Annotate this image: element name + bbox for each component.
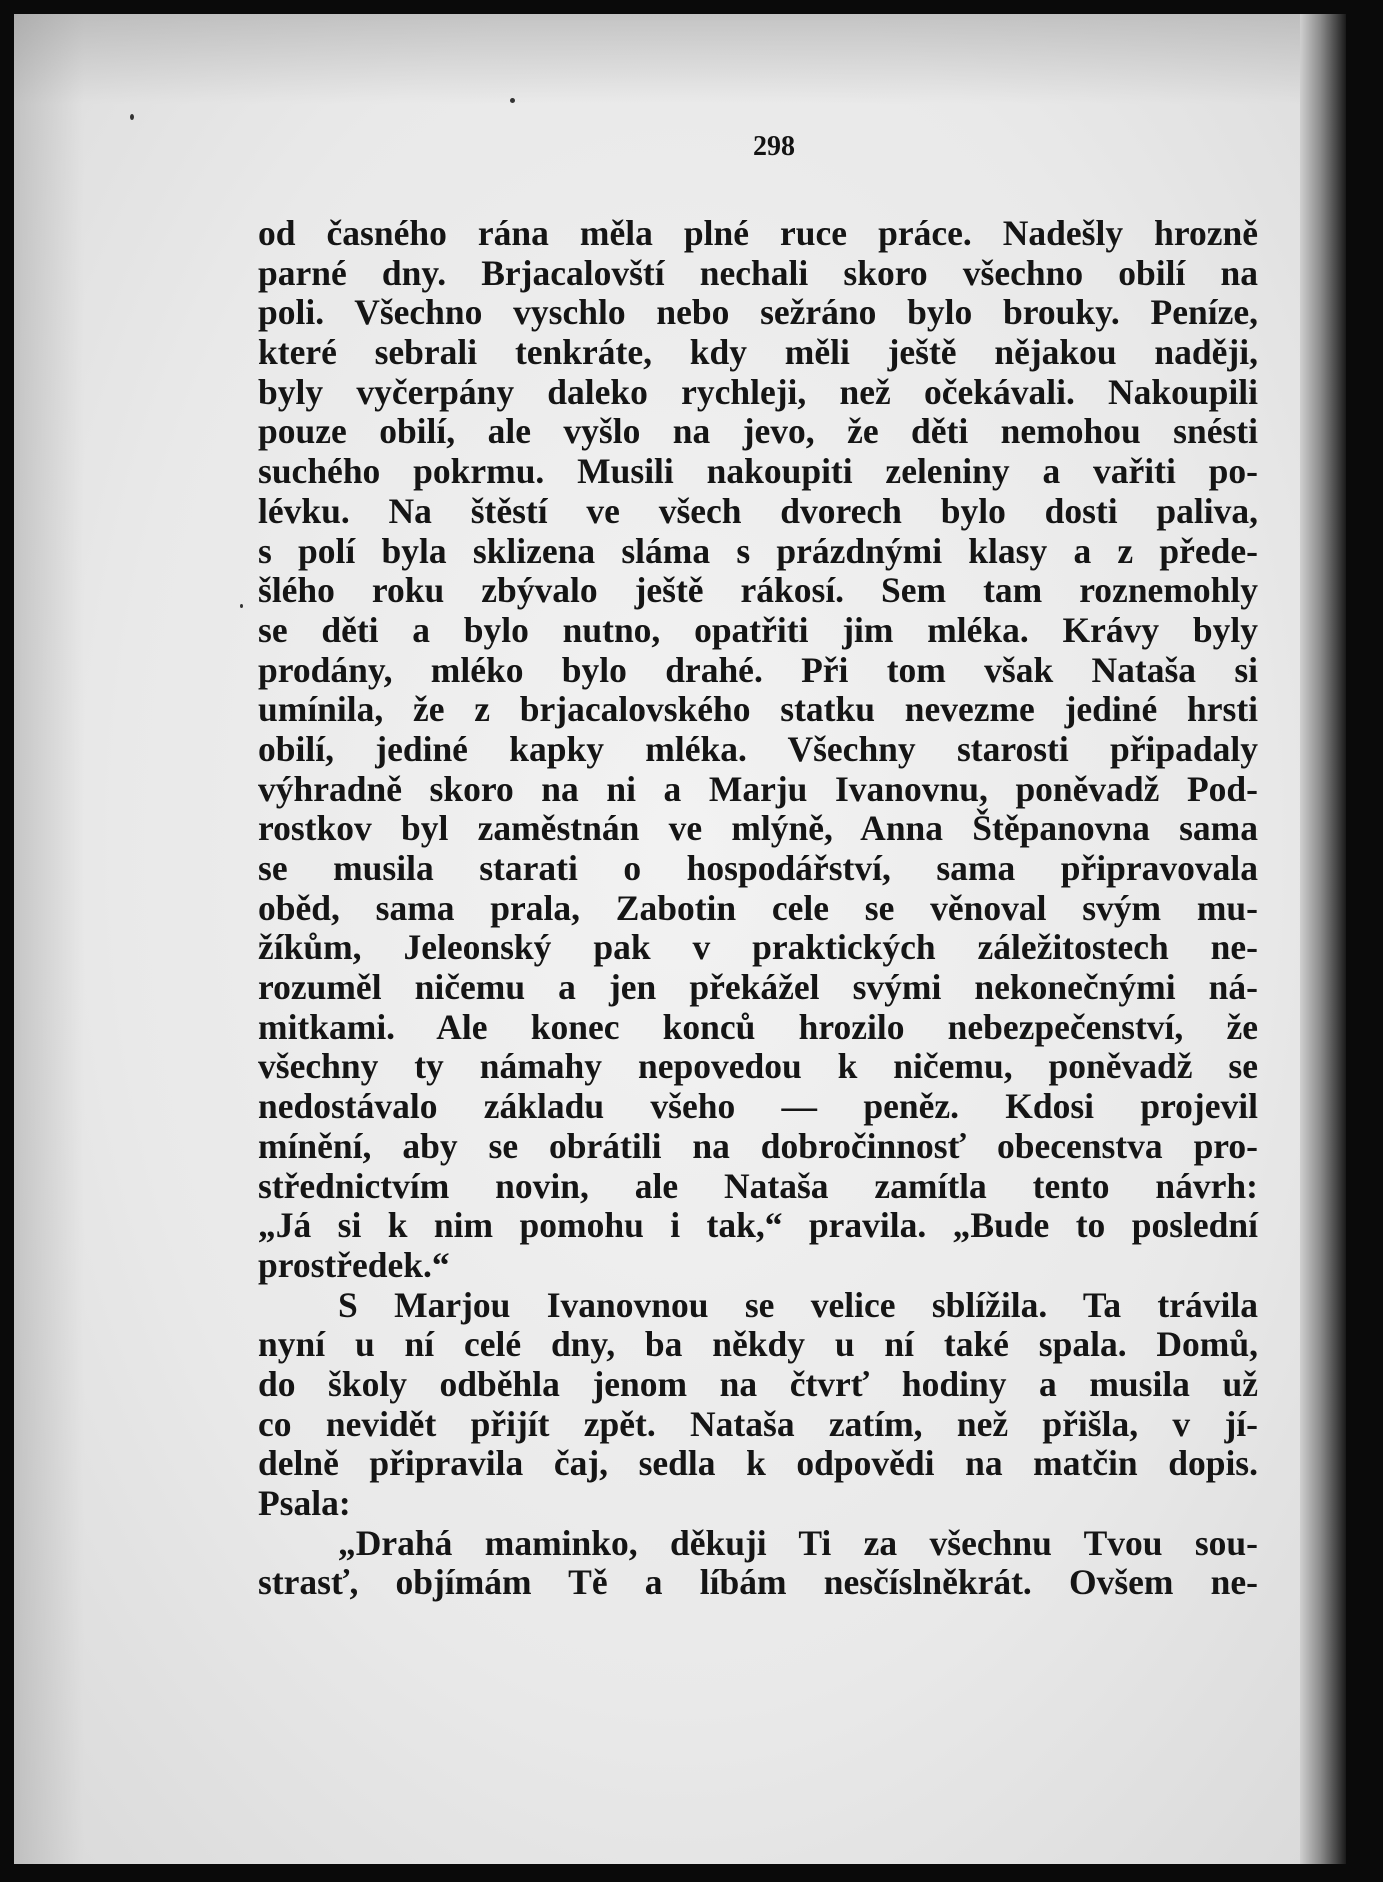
text-line: mínění, aby se obrátili na dobročinnosť obecenstva pro- xyxy=(258,1125,1258,1166)
text-line: nedostávalo základu všeho — peněz. Kdosi projevil xyxy=(258,1086,1258,1127)
text-line: všechny ty námahy nepovedou k ničemu, poněvadž se xyxy=(258,1046,1258,1087)
text-line: střednictvím novin, ale Nataša zamítla tento návrh: xyxy=(258,1165,1258,1206)
text-line: poli. Všechno vyschlo nebo sežráno bylo brouky. Peníze, xyxy=(258,292,1258,333)
text-line: delně připravila čaj, sedla k odpovědi na matčin dopis. xyxy=(258,1443,1258,1484)
text-line: mitkami. Ale konec konců hrozilo nebezpečenství, že xyxy=(258,1006,1258,1047)
text-line-paragraph-start: „Drahá maminko, děkuji Ti za všechnu Tvou sou- xyxy=(338,1522,1258,1563)
body-text xyxy=(258,214,1258,1603)
text-line: prodány, mléko bylo drahé. Při tom však Nataša si xyxy=(258,649,1258,690)
text-line: žíkům, Jeleonský pak v praktických záležitostech ne- xyxy=(258,927,1258,968)
scan-speck xyxy=(240,604,243,608)
text-line: suchého pokrmu. Musili nakoupiti zeleniny a vařiti po- xyxy=(258,451,1258,492)
scan-speck xyxy=(130,114,134,120)
page-number: 298 xyxy=(753,131,795,162)
text-line: lévku. Na štěstí ve všech dvorech bylo dosti paliva, xyxy=(258,490,1258,531)
text-line: „Já si k nim pomohu i tak,“ pravila. „Bude to poslední xyxy=(258,1205,1258,1246)
text-line: oběd, sama prala, Zabotin cele se věnoval svým mu- xyxy=(258,887,1258,928)
text-line: Psala: xyxy=(258,1483,351,1523)
text-line: do školy odběhla jenom na čtvrť hodiny a musila už xyxy=(258,1363,1258,1404)
text-line: strasť, objímám Tě a líbám nesčíslněkrát. Ovšem ne- xyxy=(258,1562,1258,1603)
text-line: prostředek.“ xyxy=(258,1244,450,1285)
text-line: s polí byla sklizena sláma s prázdnými klasy a z přede- xyxy=(258,530,1258,571)
text-line: parné dny. Brjacalovští nechali skoro všechno obilí na xyxy=(258,252,1258,293)
text-line: pouze obilí, ale vyšlo na jevo, že děti nemohou snésti xyxy=(258,411,1258,452)
text-line: co nevidět přijít zpět. Nataša zatím, než přišla, v jí- xyxy=(258,1403,1258,1444)
scan-speck xyxy=(510,98,515,103)
text-line: byly vyčerpány daleko rychleji, než očekávali. Nakoupili xyxy=(258,371,1258,412)
text-line: obilí, jediné kapky mléka. Všechny starosti připadaly xyxy=(258,728,1258,769)
text-line: rostkov byl zaměstnán ve mlýně, Anna Štěpanovna sama xyxy=(258,808,1258,849)
text-line: výhradně skoro na ni a Marju Ivanovnu, poněvadž Pod- xyxy=(258,768,1258,809)
paper-sheet xyxy=(14,14,1346,1864)
text-line: se děti a bylo nutno, opatřiti jim mléka. Krávy byly xyxy=(258,609,1258,650)
page-shadow-left xyxy=(14,14,84,1864)
book-binding-edge xyxy=(1300,14,1346,1864)
text-line: které sebrali tenkráte, kdy měli ještě nějakou naději, xyxy=(258,332,1258,373)
text-line: šlého roku zbývalo ještě rákosí. Sem tam roznemohly xyxy=(258,570,1258,611)
text-line-paragraph-start: S Marjou Ivanovnou se velice sblížila. Ta trávila xyxy=(338,1284,1258,1325)
text-line: od časného rána měla plné ruce práce. Nadešly hrozně xyxy=(258,213,1258,253)
text-line: umínila, že z brjacalovského statku nevezme jediné hrsti xyxy=(258,689,1258,730)
page-shadow-top xyxy=(14,14,1346,104)
text-line: nyní u ní celé dny, ba někdy u ní také spala. Domů, xyxy=(258,1324,1258,1365)
text-line: se musila starati o hospodářství, sama připravovala xyxy=(258,848,1258,888)
text-line: rozuměl ničemu a jen překážel svými nekonečnými ná- xyxy=(258,967,1258,1008)
